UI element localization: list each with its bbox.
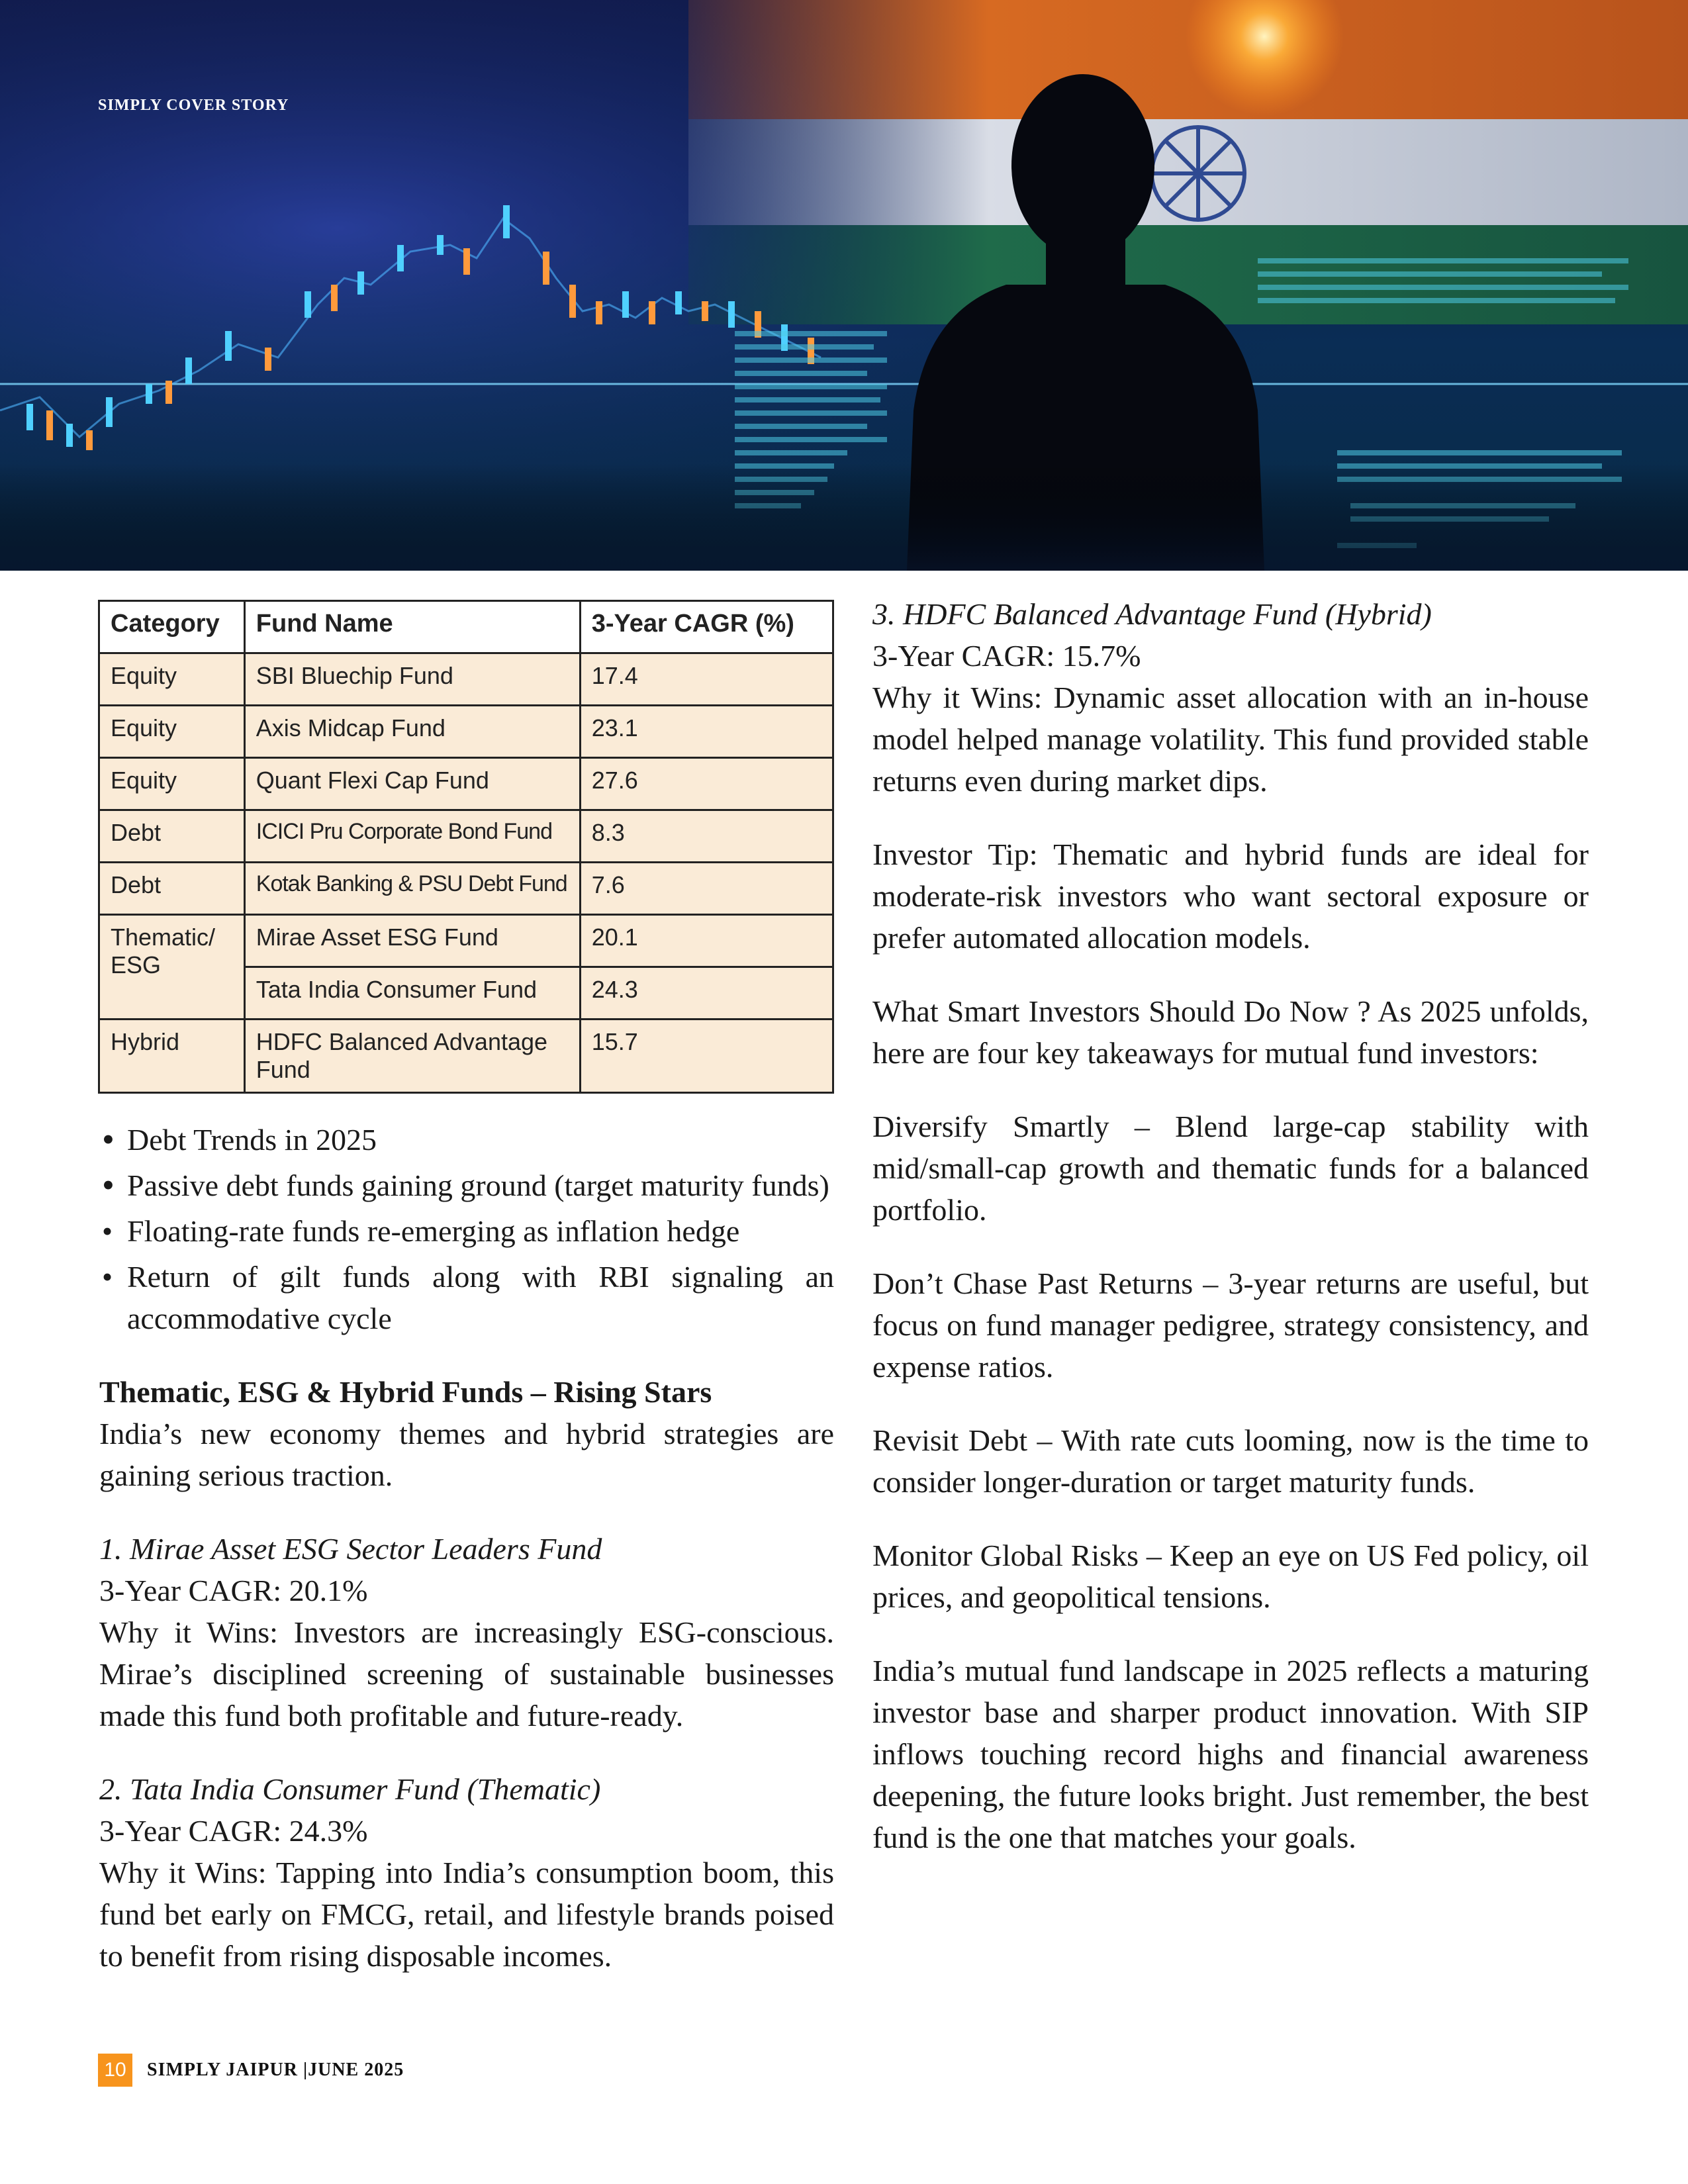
category-cell: Debt <box>99 863 245 915</box>
fund-name-cell: Kotak Banking & PSU Debt Fund <box>244 863 580 915</box>
fund3-cagr: 3-Year CAGR: 15.7% <box>872 639 1141 673</box>
fund2-title: 2. Tata India Consumer Fund (Thematic) <box>99 1772 601 1806</box>
revisit-debt-paragraph: Revisit Debt – With rate cuts looming, now is the time to consider longer-duration or target maturity funds. <box>872 1423 1589 1499</box>
table-row <box>99 706 833 758</box>
fund3-why: Why it Wins: Dynamic asset allocation with an in-house model helped manage volatility. This fund provided stable returns even during market dips. <box>872 681 1589 798</box>
what-now-paragraph: What Smart Investors Should Do Now ? As 2025 unfolds, here are four key takeaways for mutual fund investors: <box>872 994 1589 1070</box>
fund-name-cell: SBI Bluechip Fund <box>244 653 580 706</box>
section-heading: Thematic, ESG & Hybrid Funds – Rising Stars <box>99 1375 712 1409</box>
bullet-icon: • <box>102 1165 115 1205</box>
diversify-paragraph: Diversify Smartly – Blend large-cap stability with mid/small-cap growth and thematic funds for a balanced portfolio. <box>872 1110 1589 1227</box>
list-item <box>99 1164 834 1206</box>
fund1-why: Why it Wins: Investors are increasingly ESG-conscious. Mirae’s disciplined screening of sustainable businesses made this fund both profitable and future-ready. <box>99 1615 834 1733</box>
cagr-cell: 17.4 <box>580 653 833 706</box>
cagr-cell: 27.6 <box>580 758 833 810</box>
bullet-icon: • <box>102 1260 113 1294</box>
category-cell: Equity <box>99 706 245 758</box>
fund-performance-table <box>98 600 834 1094</box>
table-row <box>99 915 833 967</box>
bullet-icon: • <box>102 1214 113 1248</box>
list-item-text: Floating-rate funds re-emerging as inflation hedge <box>127 1214 740 1248</box>
list-item <box>99 1119 834 1161</box>
fund-name-cell: Axis Midcap Fund <box>244 706 580 758</box>
magazine-issue: SIMPLY JAIPUR |JUNE 2025 <box>147 2060 404 2080</box>
closing-paragraph: India’s mutual fund landscape in 2025 reflects a maturing investor base and sharper product innovation. With SIP inflows touching record highs and financial awareness deepening, the future looks bright. Just remember, the best fund is the one that matches your goals. <box>872 1654 1589 1854</box>
list-item-text: Debt Trends in 2025 <box>127 1123 377 1157</box>
table-row <box>99 1020 833 1093</box>
hero-illustration <box>0 0 1688 571</box>
list-item-text: Return of gilt funds along with RBI signaling an accommodative cycle <box>127 1260 834 1335</box>
cagr-cell: 15.7 <box>580 1020 833 1093</box>
page-number: 10 <box>98 2054 132 2087</box>
page-footer <box>98 2054 404 2087</box>
monitor-risks-paragraph: Monitor Global Risks – Keep an eye on US Fed policy, oil prices, and geopolitical tensions. <box>872 1539 1589 1614</box>
list-item-text: Passive debt funds gaining ground (target maturity funds) <box>127 1168 829 1202</box>
category-cell: Equity <box>99 758 245 810</box>
table-header-row <box>99 601 833 653</box>
header-category: Category <box>99 601 245 653</box>
category-cell: Thematic/ ESG <box>99 915 245 1020</box>
debt-trends-list <box>99 1119 834 1339</box>
category-cell: Hybrid <box>99 1020 245 1093</box>
table-row <box>99 863 833 915</box>
bullet-icon: • <box>102 1119 115 1159</box>
table-row <box>99 653 833 706</box>
header-cagr: 3-Year CAGR (%) <box>580 601 833 653</box>
header-fund-name: Fund Name <box>244 601 580 653</box>
table-row <box>99 758 833 810</box>
fund3-title: 3. HDFC Balanced Advantage Fund (Hybrid) <box>872 597 1432 631</box>
category-cell: Debt <box>99 810 245 863</box>
table-row <box>99 810 833 863</box>
fund2-why: Why it Wins: Tapping into India’s consumption boom, this fund bet early on FMCG, retail, and lifestyle brands poised to benefit from rising disposable incomes. <box>99 1856 834 1973</box>
fund2-cagr: 3-Year CAGR: 24.3% <box>99 1814 368 1848</box>
cagr-cell: 23.1 <box>580 706 833 758</box>
list-item <box>99 1210 834 1252</box>
fund-name-cell: Quant Flexi Cap Fund <box>244 758 580 810</box>
fund1-cagr: 3-Year CAGR: 20.1% <box>99 1574 368 1607</box>
dont-chase-paragraph: Don’t Chase Past Returns – 3-year returns are useful, but focus on fund manager pedigree, strategy consistency, and expense ratios. <box>872 1266 1589 1384</box>
right-column <box>872 593 1589 1858</box>
category-cell: Equity <box>99 653 245 706</box>
hero-image <box>0 0 1688 571</box>
investor-tip: Investor Tip: Thematic and hybrid funds are ideal for moderate-risk investors who want sectoral exposure or prefer automated allocation models. <box>872 837 1589 955</box>
cagr-cell: 20.1 <box>580 915 833 967</box>
cagr-cell: 24.3 <box>580 967 833 1020</box>
fund-name-cell: HDFC Balanced Advantage Fund <box>244 1020 580 1093</box>
section-kicker: SIMPLY COVER STORY <box>98 97 289 114</box>
fund-name-cell: ICICI Pru Corporate Bond Fund <box>244 810 580 863</box>
fund1-title: 1. Mirae Asset ESG Sector Leaders Fund <box>99 1532 602 1566</box>
section-intro: India’s new economy themes and hybrid strategies are gaining serious traction. <box>99 1417 834 1492</box>
fund-name-cell: Tata India Consumer Fund <box>244 967 580 1020</box>
fund-name-cell: Mirae Asset ESG Fund <box>244 915 580 967</box>
list-item <box>99 1256 834 1339</box>
cagr-cell: 8.3 <box>580 810 833 863</box>
left-column <box>99 1119 834 1977</box>
cagr-cell: 7.6 <box>580 863 833 915</box>
